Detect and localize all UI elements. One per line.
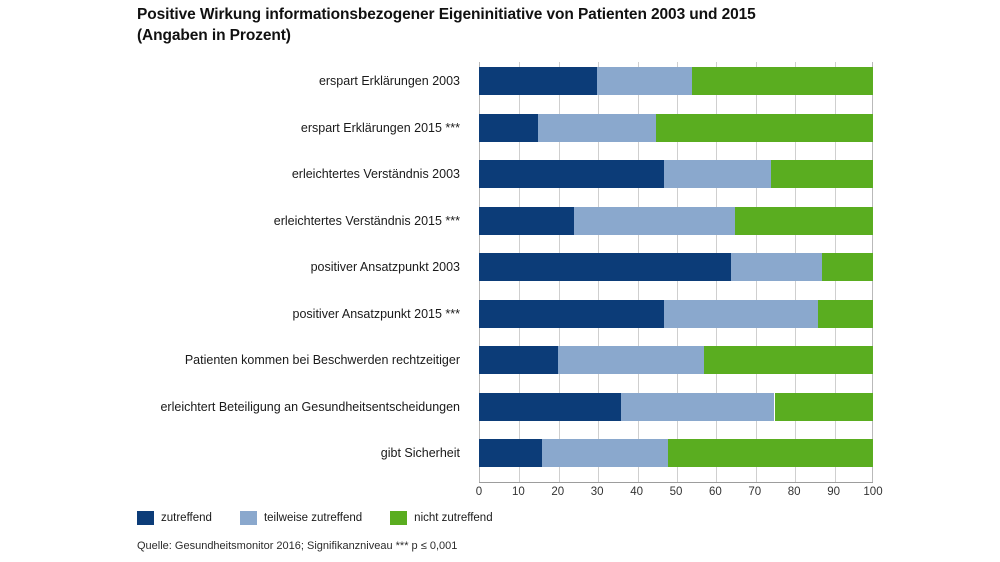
bar-segment: [775, 393, 874, 421]
legend-item[interactable]: [390, 511, 492, 525]
category-label: erleichtertes Verständnis 2015 ***: [273, 213, 460, 228]
bar-row: [479, 207, 873, 235]
x-tick-label: 40: [630, 486, 643, 498]
x-tick-label: 50: [669, 486, 683, 498]
bar-segment: [479, 300, 664, 328]
category-label: erleichtert Beteiligung an Gesundheitsentscheidungen: [160, 399, 460, 414]
category-label: erspart Erklärungen 2003: [318, 74, 460, 88]
bar-segment: [664, 160, 770, 188]
bar-segment: [818, 300, 873, 328]
category-label: erleichtertes Verständnis 2003: [291, 167, 460, 181]
chart-title: [137, 4, 897, 47]
category-label: gibt Sicherheit: [380, 446, 460, 460]
bar-segment: [479, 207, 574, 235]
bar-segment: [656, 114, 873, 142]
bar-row: [479, 67, 873, 95]
bar-segment: [542, 439, 668, 467]
chart-title-line-2: (Angaben in Prozent): [137, 27, 291, 45]
bar-segment: [558, 346, 704, 374]
x-tick-label: 30: [590, 486, 604, 498]
bar-segment: [479, 393, 621, 421]
bar-segment: [735, 207, 873, 235]
bar-segment: [479, 253, 731, 281]
bar-segment: [822, 253, 873, 281]
x-tick-label: 80: [787, 486, 801, 498]
legend-swatch-icon: [240, 511, 257, 525]
bar-segment: [771, 160, 873, 188]
chart-legend: [137, 510, 521, 526]
legend-label: nicht zutreffend: [414, 512, 493, 524]
bar-segment: [621, 393, 775, 421]
bar-segment: [574, 207, 736, 235]
x-tick-label: 90: [827, 486, 840, 498]
legend-item[interactable]: [240, 511, 362, 525]
x-axis: [475, 482, 883, 503]
category-label: Patienten kommen bei Beschwerden rechtzeitiger: [184, 353, 460, 367]
x-tick-label: 60: [708, 486, 722, 498]
category-label: erspart Erklärungen 2015 ***: [300, 120, 460, 135]
bar-segment: [664, 300, 818, 328]
x-tick-label: 0: [475, 486, 483, 498]
bar-row: [479, 253, 873, 281]
bar-segment: [704, 346, 873, 374]
bar-row: [479, 393, 873, 421]
bar-row: [479, 300, 873, 328]
bar-row: [479, 439, 873, 467]
x-tick-label: 70: [748, 486, 762, 498]
category-label: positiver Ansatzpunkt 2003: [310, 260, 460, 274]
x-tick-label: 20: [551, 486, 565, 498]
bar-segment: [668, 439, 873, 467]
legend-label: teilweise zutreffend: [263, 512, 363, 524]
chart-title-line-1: Positive Wirkung informationsbezogener Eigeninitiative von Patienten 2003 und 2015: [137, 6, 756, 23]
legend-swatch-icon: [390, 511, 407, 525]
bar-segment: [479, 160, 664, 188]
bar-segment: [479, 114, 538, 142]
bar-row: [479, 346, 873, 374]
legend-item[interactable]: [137, 511, 212, 525]
bar-segment: [692, 67, 873, 95]
x-tick-label: 10: [511, 486, 525, 498]
legend-label: zutreffend: [161, 512, 212, 524]
bar-rows: [479, 62, 873, 482]
bar-segment: [479, 439, 542, 467]
bar-row: [479, 160, 873, 188]
bar-segment: [538, 114, 656, 142]
bar-segment: [731, 253, 822, 281]
legend-swatch-icon: [137, 511, 154, 525]
category-label: positiver Ansatzpunkt 2015 ***: [292, 306, 460, 321]
bar-segment: [479, 346, 558, 374]
x-tick-label: 100: [863, 486, 883, 498]
category-axis-labels: [120, 62, 470, 482]
bar-row: [479, 114, 873, 142]
bar-segment: [597, 67, 692, 95]
source-note: Quelle: Gesundheitsmonitor 2016; Signifikanzniveau *** p ≤ 0,001: [137, 540, 458, 552]
bar-segment: [479, 67, 597, 95]
